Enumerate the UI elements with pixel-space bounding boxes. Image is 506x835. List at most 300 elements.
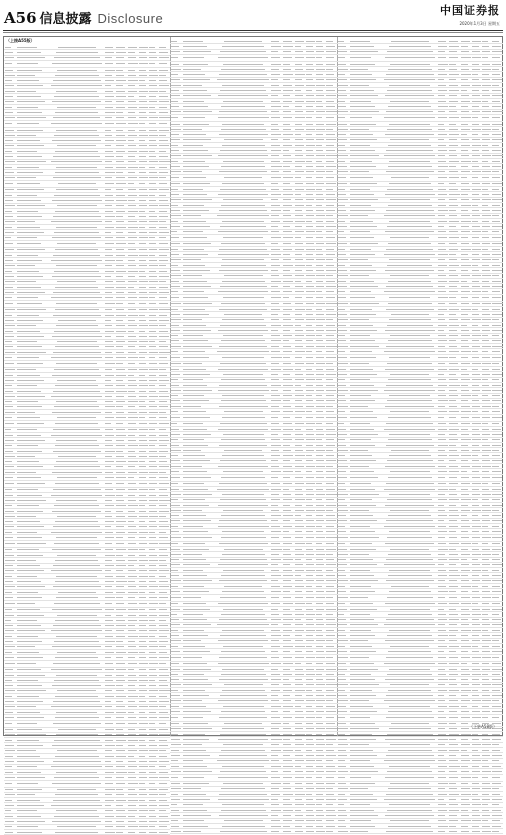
illegible-text-mark	[149, 832, 156, 833]
table-cell	[270, 669, 282, 670]
table-cell	[170, 417, 182, 418]
illegible-text-mark	[17, 516, 36, 517]
illegible-text-mark	[128, 690, 137, 691]
table-cell	[148, 669, 158, 670]
table-cell	[305, 171, 315, 172]
table-cell	[294, 651, 306, 652]
illegible-text-mark	[116, 597, 123, 598]
illegible-text-mark	[306, 603, 312, 604]
table-cell	[104, 832, 116, 833]
illegible-text-mark	[271, 674, 280, 675]
table-cell	[138, 167, 148, 168]
table-cell	[294, 129, 306, 130]
illegible-text-mark	[116, 255, 125, 256]
table-cell	[305, 330, 315, 331]
illegible-text-mark	[283, 243, 291, 244]
table-cell	[148, 500, 158, 501]
illegible-text-mark	[105, 821, 112, 822]
table-cell	[127, 363, 139, 364]
table-cell	[305, 614, 315, 615]
table-cell	[49, 336, 104, 337]
table-cell	[325, 363, 337, 364]
illegible-text-mark	[51, 495, 102, 496]
illegible-text-mark	[139, 249, 147, 250]
table-cell	[115, 652, 127, 653]
table-cell	[270, 515, 282, 516]
table-cell	[104, 260, 116, 261]
table-cell	[49, 581, 104, 582]
illegible-text-mark	[159, 805, 169, 806]
illegible-text-mark	[220, 51, 266, 52]
illegible-text-mark	[283, 614, 292, 615]
illegible-text-mark	[128, 456, 137, 457]
illegible-text-mark	[271, 651, 278, 652]
illegible-text-mark	[222, 554, 265, 555]
table-cell	[282, 520, 294, 521]
table-cell	[16, 783, 49, 784]
table-cell	[158, 663, 170, 664]
table-cell	[16, 657, 49, 658]
illegible-text-mark	[316, 199, 324, 200]
illegible-text-mark	[171, 549, 180, 550]
table-cell	[215, 41, 270, 42]
table-cell	[158, 369, 170, 370]
table-cell	[294, 619, 306, 620]
illegible-text-mark	[326, 423, 333, 424]
table-cell	[148, 821, 158, 822]
illegible-text-mark	[326, 150, 335, 151]
table-cell	[305, 335, 315, 336]
illegible-text-mark	[159, 315, 167, 316]
table-cell	[282, 101, 294, 102]
table-cell	[138, 396, 148, 397]
table-cell	[294, 494, 306, 495]
table-cell	[4, 456, 16, 457]
illegible-text-mark	[17, 609, 40, 610]
illegible-text-mark	[105, 346, 115, 347]
table-cell	[127, 140, 139, 141]
illegible-text-mark	[306, 226, 313, 227]
table-cell	[115, 211, 127, 212]
illegible-text-mark	[116, 706, 124, 707]
illegible-text-mark	[306, 221, 312, 222]
table-cell	[4, 712, 16, 713]
table-cell	[127, 130, 139, 131]
illegible-text-mark	[295, 445, 302, 446]
table-cell	[182, 129, 215, 130]
table-cell	[4, 641, 16, 642]
table-cell	[305, 450, 315, 451]
table-cell	[16, 800, 49, 801]
illegible-text-mark	[223, 335, 263, 336]
table-cell	[294, 609, 306, 610]
table-cell	[16, 630, 49, 631]
illegible-text-mark	[306, 597, 314, 598]
illegible-text-mark	[316, 411, 322, 412]
table-cell	[282, 385, 294, 386]
table-cell	[104, 183, 116, 184]
illegible-text-mark	[149, 135, 158, 136]
illegible-text-mark	[295, 297, 302, 298]
table-cell	[148, 130, 158, 131]
illegible-text-mark	[105, 636, 114, 637]
table-cell	[305, 537, 315, 538]
illegible-text-mark	[306, 455, 312, 456]
table-cell	[270, 221, 282, 222]
table-cell	[215, 57, 270, 58]
illegible-text-mark	[171, 423, 177, 424]
illegible-text-mark	[17, 271, 40, 272]
illegible-text-mark	[128, 130, 136, 131]
illegible-text-mark	[139, 205, 147, 206]
table-cell	[282, 129, 294, 130]
table-cell	[138, 243, 148, 244]
illegible-text-mark	[183, 411, 206, 412]
illegible-text-mark	[271, 85, 279, 86]
table-cell	[270, 259, 282, 260]
table-cell	[270, 417, 282, 418]
illegible-text-mark	[316, 390, 324, 391]
illegible-text-mark	[316, 57, 322, 58]
illegible-text-mark	[283, 543, 292, 544]
table-cell	[294, 351, 306, 352]
table-cell	[170, 161, 182, 162]
table-cell	[138, 783, 148, 784]
illegible-text-mark	[159, 783, 167, 784]
table-cell	[282, 41, 294, 42]
table-cell	[148, 543, 158, 544]
illegible-text-mark	[295, 489, 302, 490]
table-cell	[115, 477, 127, 478]
illegible-text-mark	[271, 520, 278, 521]
illegible-text-mark	[221, 106, 265, 107]
illegible-text-mark	[171, 406, 181, 407]
illegible-text-mark	[223, 64, 263, 65]
table-cell	[4, 620, 16, 621]
illegible-text-mark	[5, 172, 14, 173]
illegible-text-mark	[283, 270, 290, 271]
illegible-text-mark	[5, 646, 15, 647]
illegible-text-mark	[139, 789, 146, 790]
illegible-text-mark	[271, 591, 281, 592]
illegible-text-mark	[283, 669, 291, 670]
illegible-text-mark	[149, 123, 155, 124]
table-cell	[305, 417, 315, 418]
table-cell	[49, 761, 104, 762]
table-cell	[115, 255, 127, 256]
illegible-text-mark	[128, 805, 136, 806]
table-cell	[148, 385, 158, 386]
table-cell	[170, 139, 182, 140]
illegible-text-mark	[139, 505, 145, 506]
table-cell	[4, 391, 16, 392]
illegible-text-mark	[139, 315, 145, 316]
table-cell	[182, 155, 215, 156]
illegible-text-mark	[17, 287, 41, 288]
illegible-text-mark	[283, 150, 289, 151]
table-cell	[282, 494, 294, 495]
table-cell	[104, 101, 116, 102]
illegible-text-mark	[116, 603, 124, 604]
illegible-text-mark	[295, 291, 305, 292]
illegible-text-mark	[295, 537, 304, 538]
table-cell	[294, 51, 306, 52]
illegible-text-mark	[128, 391, 135, 392]
illegible-text-mark	[55, 249, 98, 250]
table-cell	[158, 112, 170, 113]
illegible-text-mark	[183, 483, 204, 484]
illegible-text-mark	[295, 340, 302, 341]
illegible-text-mark	[105, 576, 113, 577]
illegible-text-mark	[128, 516, 137, 517]
illegible-text-mark	[139, 336, 146, 337]
table-cell	[4, 412, 16, 413]
table-cell	[127, 521, 139, 522]
table-cell	[305, 559, 315, 560]
table-cell	[325, 510, 337, 511]
illegible-text-mark	[17, 375, 40, 376]
table-cell	[305, 85, 315, 86]
illegible-text-mark	[326, 46, 335, 47]
table-cell	[325, 291, 337, 292]
table-cell	[170, 499, 182, 500]
illegible-text-mark	[283, 259, 291, 260]
illegible-text-mark	[171, 259, 181, 260]
table-cell	[315, 477, 325, 478]
illegible-text-mark	[149, 265, 157, 266]
illegible-text-mark	[149, 597, 156, 598]
illegible-text-mark	[159, 287, 167, 288]
illegible-text-mark	[149, 346, 156, 347]
illegible-text-mark	[17, 70, 43, 71]
illegible-text-mark	[17, 331, 41, 332]
table-cell	[158, 429, 170, 430]
illegible-text-mark	[5, 800, 12, 801]
table-cell	[148, 151, 158, 152]
table-cell	[4, 717, 16, 718]
illegible-text-mark	[5, 696, 12, 697]
table-cell	[127, 592, 139, 593]
illegible-text-mark	[183, 429, 207, 430]
illegible-text-mark	[316, 640, 325, 641]
table-cell	[158, 597, 170, 598]
table-cell	[16, 140, 49, 141]
illegible-text-mark	[183, 646, 206, 647]
illegible-text-mark	[316, 586, 322, 587]
table-cell	[215, 526, 270, 527]
table-cell	[49, 657, 104, 658]
table-cell	[282, 254, 294, 255]
illegible-text-mark	[295, 85, 304, 86]
table-cell	[294, 575, 306, 576]
illegible-text-mark	[183, 51, 212, 52]
table-cell	[270, 124, 282, 125]
table-cell	[104, 429, 116, 430]
illegible-text-mark	[295, 580, 303, 581]
illegible-text-mark	[283, 531, 289, 532]
table-cell	[158, 717, 170, 718]
table-cell	[182, 445, 215, 446]
table-cell	[305, 460, 315, 461]
table-cell	[4, 586, 16, 587]
illegible-text-mark	[139, 511, 146, 512]
illegible-text-mark	[316, 651, 324, 652]
table-cell	[115, 216, 127, 217]
table-cell	[115, 680, 127, 681]
illegible-text-mark	[295, 351, 305, 352]
illegible-text-mark	[159, 57, 169, 58]
illegible-text-mark	[295, 270, 303, 271]
illegible-text-mark	[171, 597, 181, 598]
table-cell	[4, 331, 16, 332]
illegible-text-mark	[271, 390, 278, 391]
illegible-text-mark	[159, 417, 167, 418]
illegible-text-mark	[5, 107, 12, 108]
table-cell	[127, 516, 139, 517]
table-cell	[148, 794, 158, 795]
table-cell	[49, 445, 104, 446]
table-cell	[49, 151, 104, 152]
table-cell	[104, 412, 116, 413]
illegible-text-mark	[128, 85, 136, 86]
table-cell	[305, 580, 315, 581]
illegible-text-mark	[149, 271, 155, 272]
table-cell	[4, 766, 16, 767]
illegible-text-mark	[159, 445, 166, 446]
illegible-text-mark	[159, 221, 166, 222]
table-cell	[127, 336, 139, 337]
illegible-text-mark	[149, 570, 157, 571]
table-cell	[325, 559, 337, 560]
illegible-text-mark	[159, 216, 168, 217]
table-cell	[305, 41, 315, 42]
illegible-text-mark	[17, 734, 46, 735]
table-cell	[325, 505, 337, 506]
illegible-text-mark	[326, 549, 335, 550]
illegible-text-mark	[159, 521, 167, 522]
table-cell	[16, 57, 49, 58]
table-cell	[305, 471, 315, 472]
table-cell	[104, 789, 116, 790]
table-cell	[170, 335, 182, 336]
table-cell	[325, 297, 337, 298]
table-cell	[104, 717, 116, 718]
table-cell	[16, 636, 49, 637]
illegible-text-mark	[295, 434, 303, 435]
table-cell	[127, 816, 139, 817]
illegible-text-mark	[17, 112, 42, 113]
table-cell	[49, 70, 104, 71]
illegible-text-mark	[222, 591, 264, 592]
table-cell	[49, 526, 104, 527]
table-cell	[127, 396, 139, 397]
table-cell	[104, 303, 116, 304]
illegible-text-mark	[139, 85, 146, 86]
illegible-text-mark	[224, 41, 263, 42]
table-cell	[138, 183, 148, 184]
table-cell	[4, 669, 16, 670]
table-cell	[148, 592, 158, 593]
illegible-text-mark	[149, 826, 155, 827]
table-cell	[4, 597, 16, 598]
illegible-text-mark	[316, 483, 322, 484]
illegible-text-mark	[183, 106, 208, 107]
table-cell	[315, 145, 325, 146]
illegible-text-mark	[295, 510, 304, 511]
table-cell	[4, 511, 16, 512]
table-cell	[148, 706, 158, 707]
table-cell	[182, 564, 215, 565]
illegible-text-mark	[105, 309, 112, 310]
table-cell	[4, 810, 16, 811]
table-cell	[270, 64, 282, 65]
table-cell	[282, 95, 294, 96]
illegible-text-mark	[159, 729, 168, 730]
illegible-text-mark	[116, 663, 125, 664]
illegible-text-mark	[139, 537, 145, 538]
illegible-text-mark	[5, 112, 13, 113]
illegible-text-mark	[316, 505, 324, 506]
illegible-text-mark	[128, 101, 136, 102]
illegible-text-mark	[171, 580, 181, 581]
illegible-text-mark	[116, 521, 126, 522]
table-cell	[270, 374, 282, 375]
illegible-text-mark	[116, 140, 126, 141]
table-cell	[127, 789, 139, 790]
illegible-text-mark	[139, 243, 145, 244]
table-cell	[104, 461, 116, 462]
illegible-text-mark	[52, 140, 101, 141]
section-title-cn: 信息披露	[39, 12, 92, 27]
table-cell	[148, 232, 158, 233]
table-cell	[170, 395, 182, 396]
illegible-text-mark	[128, 189, 136, 190]
illegible-text-mark	[139, 581, 145, 582]
illegible-text-mark	[149, 237, 154, 238]
table-row	[170, 415, 337, 422]
table-cell	[115, 167, 127, 168]
table-cell	[16, 646, 49, 647]
table-cell	[282, 330, 294, 331]
illegible-text-mark	[139, 526, 146, 527]
table-cell	[104, 761, 116, 762]
table-cell	[294, 243, 306, 244]
illegible-text-mark	[326, 363, 333, 364]
table-cell	[315, 651, 325, 652]
illegible-text-mark	[171, 303, 181, 304]
table-cell	[215, 630, 270, 631]
illegible-text-mark	[105, 85, 112, 86]
table-cell	[315, 619, 325, 620]
illegible-text-mark	[316, 226, 324, 227]
illegible-text-mark	[183, 445, 209, 446]
table-cell	[4, 543, 16, 544]
table-cell	[182, 325, 215, 326]
table-cell	[170, 124, 182, 125]
illegible-text-mark	[116, 320, 123, 321]
table-cell	[158, 232, 170, 233]
table-cell	[115, 537, 127, 538]
table-cell	[115, 101, 127, 102]
illegible-text-mark	[222, 494, 264, 495]
illegible-text-mark	[5, 145, 14, 146]
illegible-text-mark	[52, 237, 101, 238]
illegible-text-mark	[5, 603, 15, 604]
table-cell	[104, 309, 116, 310]
table-cell	[170, 531, 182, 532]
illegible-text-mark	[326, 417, 336, 418]
illegible-text-mark	[139, 690, 147, 691]
